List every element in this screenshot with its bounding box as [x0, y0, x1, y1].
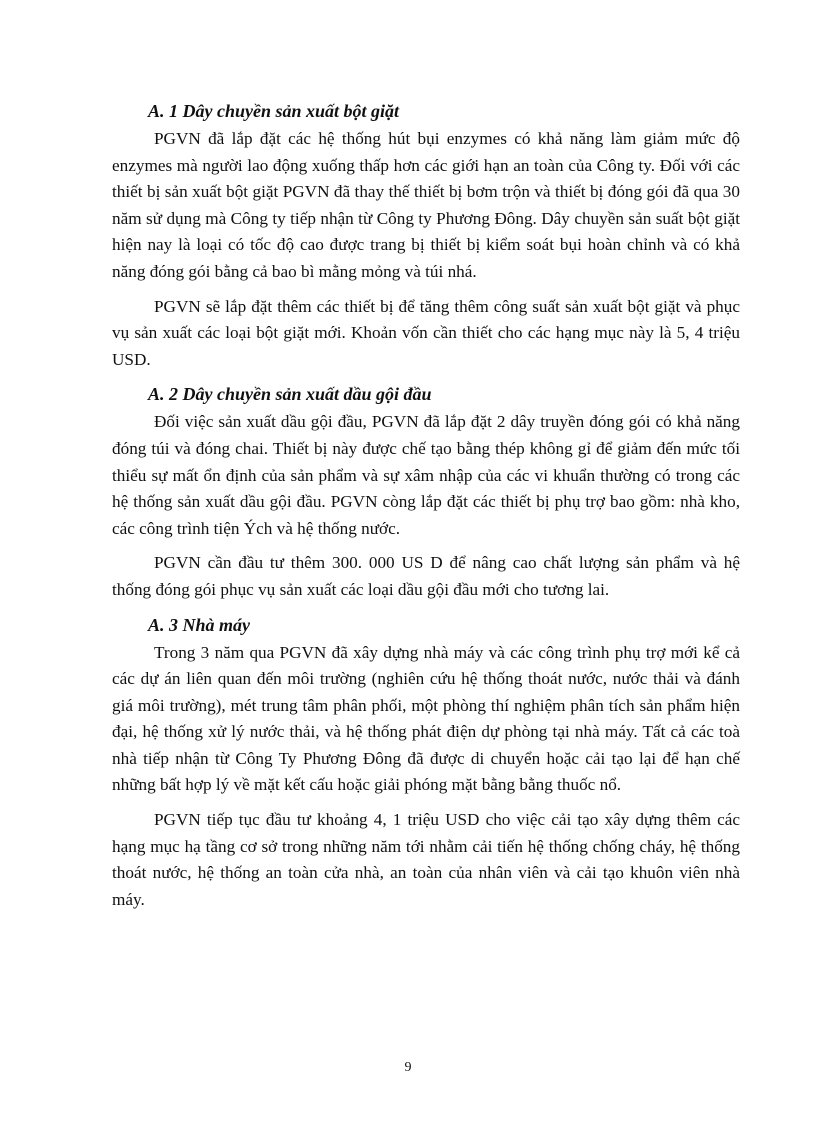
page-content	[112, 98, 740, 921]
page-number: 9	[404, 1060, 412, 1075]
paragraph: PGVN cần đầu tư thêm 300. 000 US D để nâng cao chất lượng sản phẩm và hệ thống đóng gói phục vụ sản xuất các loại dầu gội đầu mới cho tương lai.	[112, 553, 740, 599]
paragraph: Đối việc sản xuất dầu gội đầu, PGVN đã lắp đặt 2 dây truyền đóng gói có khả năng đóng túi và đóng chai. Thiết bị này được chế tạo bằng thép không gỉ để giảm đến mức tối thiểu sự mất ổn định của sản phẩm và sự xâm nhập của các vi khuẩn thường có trong các hệ thống sản xuất dầu gội đầu. PGVN còng lắp đặt các thiết bị phụ trợ bao gồm: nhà kho, các công trình tiện Ých và hệ thống nước.	[112, 412, 740, 538]
paragraph: Trong 3 năm qua PGVN đã xây dựng nhà máy và các công trình phụ trợ mới kể cả các dự án liên quan đến môi trường (nghiên cứu hệ thống thoát nước, nước thải và đánh giá môi trường), mét trung tâm phân phối, một phòng thí nghiệm phân tích sản phẩm hiện đại, hệ thống xử lý nước thải, và hệ thống phát điện dự phòng tại nhà máy. Tất cả các toà nhà tiếp nhận từ Công Ty Phương Đông đã được di chuyển hoặc cải tạo lại để hạn chế những bất hợp lý về mặt kết cấu hoặc giải phóng mặt bằng bằng thuốc nổ.	[112, 642, 740, 795]
section-heading: A. 1 Dây chuyền sản xuất bột giặt	[148, 101, 400, 121]
section-heading: A. 3 Nhà máy	[148, 614, 251, 635]
paragraph: PGVN đã lắp đặt các hệ thống hút bụi enzymes có khả năng làm giảm mức độ enzymes mà người lao động xuống thấp hơn các giới hạn an toàn của Công ty. Đối với các thiết bị sản xuất bột giặt PGVN đã thay thế thiết bị bơm trộn và thiết bị đóng gói đã qua 30 năm sử dụng mà Công ty tiếp nhận từ Công ty Phương Đông. Dây chuyền sản suất bột giặt hiện nay là loại có tốc độ cao được trang bị thiết bị kiểm soát bụi hoàn chỉnh và có khả năng đóng gói bằng cả bao bì mằng mỏng và túi nhá.	[112, 129, 740, 281]
paragraph: PGVN tiếp tục đầu tư khoảng 4, 1 triệu USD cho việc cải tạo xây dựng thêm các hạng mục hạ tầng cơ sở trong những năm tới nhằm cải tiến hệ thống chống cháy, hệ thống thoát nước, hệ thống an toàn cửa nhà, an toàn của nhân viên và cải tạo khuôn viên nhà máy.	[112, 810, 740, 909]
paragraph: PGVN sẽ lắp đặt thêm các thiết bị để tăng thêm công suất sản xuất bột giặt và phục vụ sản xuất các loại bột giặt mới. Khoản vốn cần thiết cho các hạng mục này là 5, 4 triệu USD.	[112, 296, 740, 369]
section-shampoo-line	[112, 381, 740, 603]
section-factory	[112, 612, 740, 914]
section-detergent-line	[112, 98, 740, 373]
section-heading: A. 2 Dây chuyền sản xuất dầu gội đầu	[148, 384, 432, 405]
